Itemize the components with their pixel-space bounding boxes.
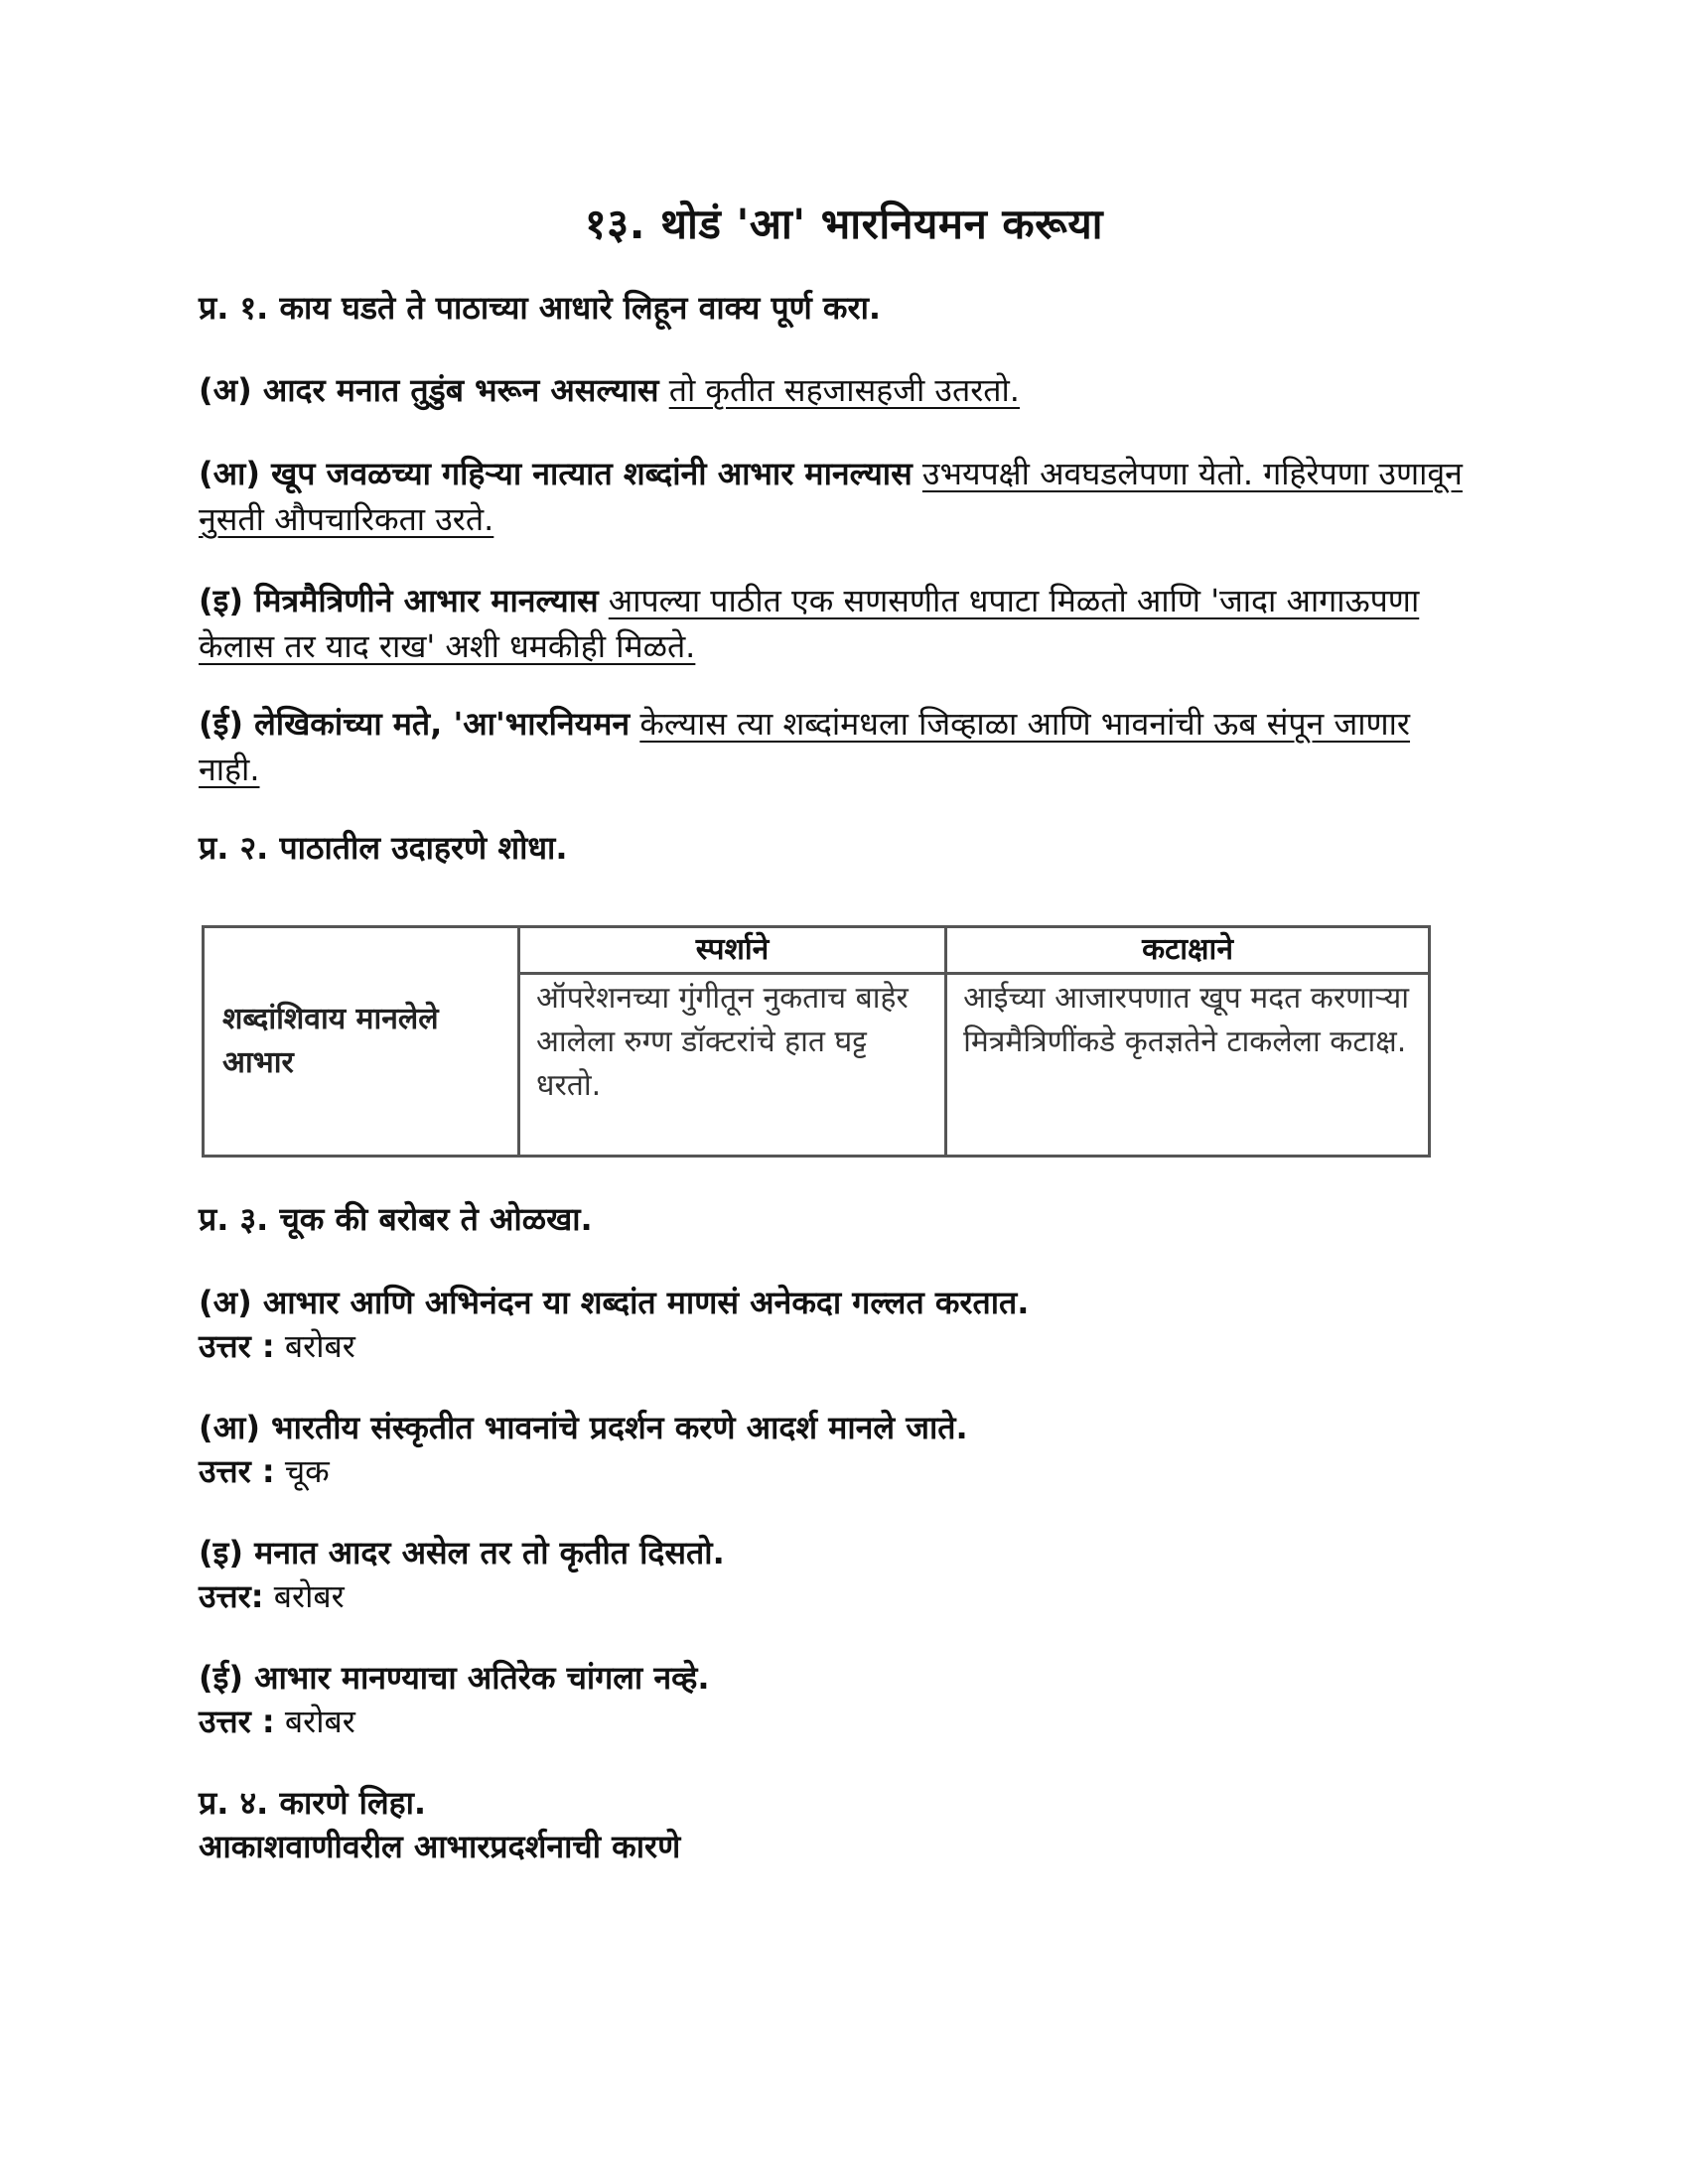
q3-item-aa-answer bbox=[199, 1449, 330, 1493]
answer-label: उत्तर : bbox=[199, 1703, 275, 1740]
q1-item-i-prefix: (इ) मित्रमैत्रिणीने आभार मानल्यास bbox=[199, 582, 599, 619]
q1-item-ii bbox=[199, 701, 1470, 792]
q3-item-ii-statement: (ई) आभार मानण्याचा अतिरेक चांगला नव्हे. bbox=[199, 1659, 710, 1697]
q3-item-aa-statement: (आ) भारतीय संस्कृतीत भावनांचे प्रदर्शन करणे आदर्श मानले जाते. bbox=[199, 1409, 968, 1446]
q3-item-a-statement: (अ) आभार आणि अभिनंदन या शब्दांत माणसं अनेकदा गल्लत करतात. bbox=[199, 1284, 1030, 1321]
answer-value: बरोबर bbox=[284, 1327, 355, 1365]
q1-item-a bbox=[199, 367, 1470, 413]
q1-item-aa-answer: उभयपक्षी अवघडलेपणा येतो. गहिरेपणा उणावून नुसती औपचारिकता उरते. bbox=[199, 455, 1463, 538]
table-column-header-touch: स्पर्शाने bbox=[519, 927, 946, 974]
table-column-header-glance: कटाक्षाने bbox=[946, 927, 1430, 974]
answer-value: चूक bbox=[284, 1452, 330, 1490]
q1-heading: प्र. १. काय घडते ते पाठाच्या आधारे लिहून वाक्य पूर्ण करा. bbox=[199, 289, 882, 327]
answer-value: बरोबर bbox=[273, 1577, 345, 1615]
q1-item-ii-prefix: (ई) लेखिकांच्या मते, 'आ'भारनियमन bbox=[199, 705, 631, 743]
table-cell-touch: ऑपरेशनच्या गुंगीतून नुकताच बाहेर आलेला रुग्ण डॉक्टरांचे हात घट्ट धरतो. bbox=[519, 974, 946, 1157]
q2-heading: प्र. २. पाठातील उदाहरणे शोधा. bbox=[199, 829, 568, 867]
q1-item-aa bbox=[199, 451, 1470, 542]
q3-item-i-answer bbox=[199, 1574, 345, 1618]
q3-heading: प्र. ३. चूक की बरोबर ते ओळखा. bbox=[199, 1200, 593, 1238]
answer-label: उत्तर : bbox=[199, 1452, 275, 1490]
q1-item-a-prefix: (अ) आदर मनात तुडुंब भरून असल्यास bbox=[199, 371, 659, 409]
q1-item-i-answer: आपल्या पाठीत एक सणसणीत धपाटा मिळतो आणि 'जादा आगाऊपणा केलास तर याद राख' अशी धमकीही मिळते. bbox=[199, 582, 1420, 665]
answer-label: उत्तर: bbox=[199, 1577, 264, 1615]
table-row-header: शब्दांशिवाय मानलेले आभार bbox=[204, 927, 519, 1157]
page-title: १३. थोडं 'आ' भारनियमन करूया bbox=[584, 200, 1104, 248]
q1-item-aa-prefix: (आ) खूप जवळच्या गहिऱ्या नात्यात शब्दांनी आभार मानल्यास bbox=[199, 455, 913, 492]
q1-item-i bbox=[199, 578, 1470, 669]
answer-label: उत्तर : bbox=[199, 1327, 275, 1365]
table-cell-glance: आईच्या आजारपणात खूप मदत करणाऱ्या मित्रमैत्रिणींकडे कृतज्ञतेने टाकलेला कटाक्ष. bbox=[946, 974, 1430, 1157]
q3-item-ii-answer bbox=[199, 1700, 355, 1743]
examples-table bbox=[202, 925, 1431, 1158]
q4-subheading: आकाशवाणीवरील आभारप्रदर्शनाची कारणे bbox=[199, 1828, 681, 1865]
q3-item-i-statement: (इ) मनात आदर असेल तर तो कृतीत दिसतो. bbox=[199, 1534, 725, 1571]
q1-item-a-answer: तो कृतीत सहजासहजी उतरतो. bbox=[668, 371, 1020, 409]
q4-heading: प्र. ४. कारणे लिहा. bbox=[199, 1784, 427, 1822]
q1-item-ii-answer: केल्यास त्या शब्दांमधला जिव्हाळा आणि भावनांची ऊब संपून जाणार नाही. bbox=[199, 705, 1411, 788]
answer-value: बरोबर bbox=[284, 1703, 355, 1740]
q3-item-a-answer bbox=[199, 1324, 355, 1368]
